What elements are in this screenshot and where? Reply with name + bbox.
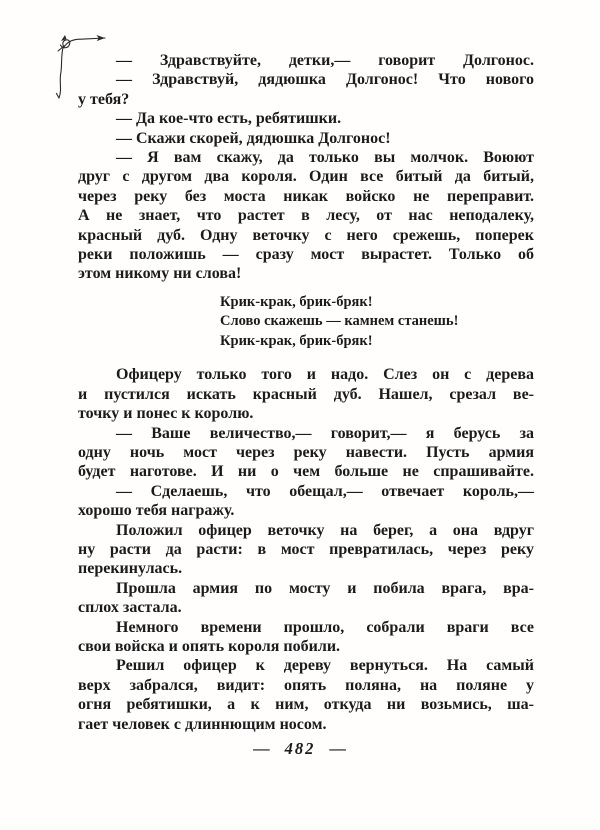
- text-block: [78, 51, 534, 734]
- text-line: и пустился искать красный дуб. Нашел, срезал ве-: [78, 385, 534, 403]
- text-line: гает человек с длиннющим носом.: [78, 715, 327, 733]
- text-line: этом никому ни слова!: [78, 265, 242, 283]
- paragraph: [78, 51, 534, 70]
- text-line: Положил офицер веточку на берег, а она вдруг: [116, 521, 534, 539]
- verse-block: [220, 293, 534, 352]
- text-line: свои войска и опять короля побили.: [78, 637, 341, 655]
- text-line: хорошо тебя награжу.: [78, 502, 235, 520]
- text-line: — Я вам скажу, да только вы молчок. Воюют: [116, 148, 534, 166]
- page-number: 482: [284, 739, 316, 758]
- page-footer: [0, 739, 600, 759]
- text-line: через реку без моста никак войско не переправит.: [78, 187, 534, 205]
- paragraph: [78, 618, 534, 657]
- text-line: Офицеру только того и надо. Слез он с дерева: [116, 366, 534, 384]
- text-line: Прошла армия по мосту и побила врага, вра-: [116, 579, 534, 597]
- text-line: красный дуб. Одну веточку с него срежешь, поперек: [78, 226, 534, 244]
- text-line: перекинулась.: [78, 560, 183, 578]
- text-line: — Да кое-что есть, ребятишки.: [116, 110, 342, 128]
- paragraph: [78, 521, 534, 579]
- text-line: друг с другом два короля. Один все битый да битый,: [78, 168, 534, 186]
- text-line: реки положишь — сразу мост вырастет. Только об: [78, 245, 534, 263]
- text-line: ну расти да расти: в мост превратилась, через реку: [78, 540, 534, 558]
- text-line: — Скажи скорей, дядюшка Долгонос!: [116, 129, 391, 147]
- paragraph: [78, 129, 534, 148]
- text-line: Немного времени прошло, собрали враги все: [116, 618, 534, 636]
- text-line: верх забрался, видит: опять поляна, на поляне у: [78, 676, 534, 694]
- footer-left-dash: —: [253, 739, 271, 758]
- verse-line: Слово скажешь — камнем станешь!: [220, 313, 459, 330]
- paragraph: [78, 365, 534, 423]
- text-line: сплох застала.: [78, 599, 182, 617]
- paragraph: [78, 148, 534, 284]
- paragraph: [78, 656, 534, 734]
- text-line: Решил офицер к дереву вернуться. На самый: [116, 657, 534, 675]
- footer-right-dash: —: [329, 739, 347, 758]
- text-line: точку и понес к королю.: [78, 405, 254, 423]
- verse-line: Крик-крак, брик-бряк!: [220, 332, 373, 349]
- text-line: — Ваше величество,— говорит,— я берусь за: [116, 424, 534, 442]
- paragraph: [78, 70, 534, 109]
- paragraph: [78, 109, 534, 128]
- text-line: — Сделаешь, что обещал,— отвечает король,—: [116, 482, 534, 500]
- verse-line: Крик-крак, брик-бряк!: [220, 293, 373, 310]
- text-line: огня ребятишки, а к ним, откуда ни возьмись, ша-: [78, 696, 534, 714]
- text-line: одну ночь мост через реку навести. Пусть армия: [78, 444, 534, 462]
- text-line: А не знает, что растет в лесу, от нас неподалеку,: [78, 207, 534, 225]
- paragraph: [78, 482, 534, 521]
- text-line: будет наготове. И ни о чем больше не спрашивайте.: [78, 463, 534, 481]
- paragraph: [78, 579, 534, 618]
- paragraph: [78, 424, 534, 482]
- text-line: — Здравствуйте, детки,— говорит Долгонос.: [116, 52, 534, 69]
- text-line: — Здравствуй, дядюшка Долгонос! Что нового: [116, 71, 534, 89]
- text-line: у тебя?: [78, 90, 130, 108]
